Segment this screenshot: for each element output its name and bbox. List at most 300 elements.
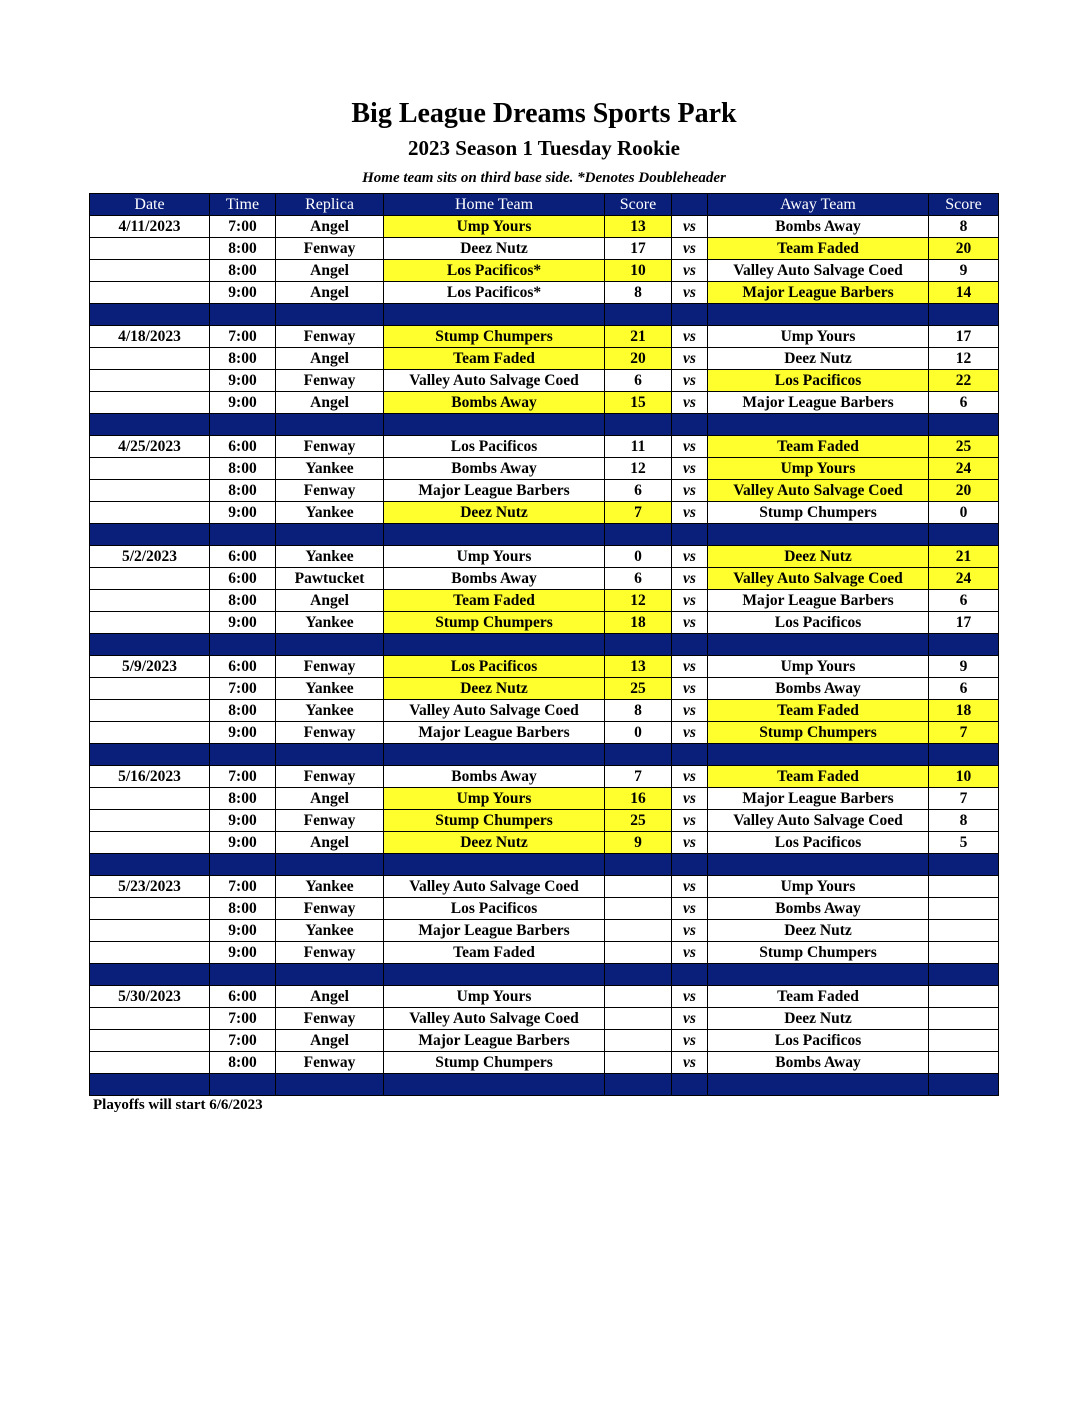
separator-cell bbox=[90, 304, 210, 326]
game-row bbox=[90, 876, 999, 898]
home-team: Los Pacificos bbox=[384, 656, 605, 678]
game-field: Fenway bbox=[276, 1008, 384, 1030]
separator-cell bbox=[276, 414, 384, 436]
game-field: Yankee bbox=[276, 876, 384, 898]
home-score: 0 bbox=[605, 546, 672, 568]
game-row bbox=[90, 678, 999, 700]
away-team: Team Faded bbox=[708, 986, 929, 1008]
separator-cell bbox=[210, 304, 276, 326]
vs-label: vs bbox=[672, 260, 708, 282]
game-row bbox=[90, 348, 999, 370]
away-score: 9 bbox=[929, 656, 999, 678]
week-separator-row bbox=[90, 854, 999, 876]
home-team: Deez Nutz bbox=[384, 238, 605, 260]
game-row bbox=[90, 920, 999, 942]
game-field: Fenway bbox=[276, 722, 384, 744]
game-date bbox=[90, 612, 210, 634]
home-team: Bombs Away bbox=[384, 568, 605, 590]
away-score: 20 bbox=[929, 238, 999, 260]
away-team: Valley Auto Salvage Coed bbox=[708, 810, 929, 832]
game-row bbox=[90, 326, 999, 348]
away-team: Bombs Away bbox=[708, 1052, 929, 1074]
vs-label: vs bbox=[672, 1052, 708, 1074]
vs-label: vs bbox=[672, 392, 708, 414]
home-score: 13 bbox=[605, 656, 672, 678]
vs-label: vs bbox=[672, 546, 708, 568]
game-field: Angel bbox=[276, 348, 384, 370]
separator-cell bbox=[708, 524, 929, 546]
game-date bbox=[90, 898, 210, 920]
game-row bbox=[90, 788, 999, 810]
away-score: 7 bbox=[929, 722, 999, 744]
home-team: Team Faded bbox=[384, 942, 605, 964]
home-score: 6 bbox=[605, 370, 672, 392]
week-separator-row bbox=[90, 744, 999, 766]
away-score: 8 bbox=[929, 216, 999, 238]
home-score: 12 bbox=[605, 590, 672, 612]
vs-label: vs bbox=[672, 722, 708, 744]
home-score bbox=[605, 1008, 672, 1030]
away-score bbox=[929, 920, 999, 942]
vs-label: vs bbox=[672, 678, 708, 700]
separator-cell bbox=[210, 524, 276, 546]
home-team: Valley Auto Salvage Coed bbox=[384, 700, 605, 722]
separator-cell bbox=[929, 634, 999, 656]
away-score: 17 bbox=[929, 612, 999, 634]
game-date: 5/9/2023 bbox=[90, 656, 210, 678]
game-row bbox=[90, 370, 999, 392]
col-vs-header bbox=[672, 194, 708, 216]
away-team: Team Faded bbox=[708, 766, 929, 788]
separator-cell bbox=[90, 524, 210, 546]
game-time: 9:00 bbox=[210, 920, 276, 942]
home-score: 8 bbox=[605, 700, 672, 722]
game-row bbox=[90, 700, 999, 722]
separator-cell bbox=[929, 1074, 999, 1096]
away-score: 6 bbox=[929, 678, 999, 700]
game-time: 9:00 bbox=[210, 722, 276, 744]
separator-cell bbox=[384, 524, 605, 546]
game-time: 8:00 bbox=[210, 898, 276, 920]
game-date: 5/16/2023 bbox=[90, 766, 210, 788]
away-score: 25 bbox=[929, 436, 999, 458]
away-score: 7 bbox=[929, 788, 999, 810]
home-team: Ump Yours bbox=[384, 986, 605, 1008]
week-separator-row bbox=[90, 414, 999, 436]
away-team: Los Pacificos bbox=[708, 370, 929, 392]
separator-cell bbox=[90, 1074, 210, 1096]
away-score: 12 bbox=[929, 348, 999, 370]
col-home-score-header: Score bbox=[605, 194, 672, 216]
away-score: 21 bbox=[929, 546, 999, 568]
home-team: Deez Nutz bbox=[384, 832, 605, 854]
game-row bbox=[90, 1008, 999, 1030]
away-score: 8 bbox=[929, 810, 999, 832]
game-field: Angel bbox=[276, 282, 384, 304]
separator-cell bbox=[276, 524, 384, 546]
home-score: 21 bbox=[605, 326, 672, 348]
schedule-table bbox=[89, 193, 999, 1096]
away-score: 6 bbox=[929, 590, 999, 612]
vs-label: vs bbox=[672, 612, 708, 634]
vs-label: vs bbox=[672, 942, 708, 964]
col-replica-header: Replica bbox=[276, 194, 384, 216]
game-date bbox=[90, 260, 210, 282]
separator-cell bbox=[605, 634, 672, 656]
game-time: 8:00 bbox=[210, 238, 276, 260]
home-score: 9 bbox=[605, 832, 672, 854]
separator-cell bbox=[929, 524, 999, 546]
separator-cell bbox=[672, 744, 708, 766]
game-date bbox=[90, 788, 210, 810]
separator-cell bbox=[708, 304, 929, 326]
away-team: Major League Barbers bbox=[708, 788, 929, 810]
separator-cell bbox=[929, 964, 999, 986]
game-time: 6:00 bbox=[210, 546, 276, 568]
game-row bbox=[90, 260, 999, 282]
game-date bbox=[90, 832, 210, 854]
away-score: 14 bbox=[929, 282, 999, 304]
game-date: 5/30/2023 bbox=[90, 986, 210, 1008]
separator-cell bbox=[605, 304, 672, 326]
away-team: Bombs Away bbox=[708, 898, 929, 920]
game-time: 9:00 bbox=[210, 502, 276, 524]
game-field: Yankee bbox=[276, 612, 384, 634]
vs-label: vs bbox=[672, 282, 708, 304]
game-field: Fenway bbox=[276, 326, 384, 348]
game-row bbox=[90, 766, 999, 788]
separator-cell bbox=[276, 304, 384, 326]
away-team: Stump Chumpers bbox=[708, 942, 929, 964]
vs-label: vs bbox=[672, 700, 708, 722]
home-score: 12 bbox=[605, 458, 672, 480]
vs-label: vs bbox=[672, 348, 708, 370]
home-team: Los Pacificos bbox=[384, 898, 605, 920]
game-field: Fenway bbox=[276, 370, 384, 392]
away-score: 6 bbox=[929, 392, 999, 414]
game-row bbox=[90, 436, 999, 458]
game-date bbox=[90, 370, 210, 392]
away-score: 20 bbox=[929, 480, 999, 502]
away-score: 10 bbox=[929, 766, 999, 788]
home-team: Team Faded bbox=[384, 590, 605, 612]
away-score: 0 bbox=[929, 502, 999, 524]
vs-label: vs bbox=[672, 238, 708, 260]
week-separator-row bbox=[90, 304, 999, 326]
game-field: Angel bbox=[276, 986, 384, 1008]
game-row bbox=[90, 898, 999, 920]
away-team: Team Faded bbox=[708, 436, 929, 458]
game-field: Yankee bbox=[276, 546, 384, 568]
home-team: Los Pacificos* bbox=[384, 260, 605, 282]
home-score: 8 bbox=[605, 282, 672, 304]
game-date bbox=[90, 700, 210, 722]
week-separator-row bbox=[90, 964, 999, 986]
separator-cell bbox=[276, 854, 384, 876]
game-field: Fenway bbox=[276, 656, 384, 678]
home-score: 10 bbox=[605, 260, 672, 282]
separator-cell bbox=[210, 1074, 276, 1096]
separator-cell bbox=[90, 854, 210, 876]
game-date bbox=[90, 942, 210, 964]
home-score: 0 bbox=[605, 722, 672, 744]
game-date bbox=[90, 722, 210, 744]
separator-cell bbox=[708, 964, 929, 986]
home-team: Ump Yours bbox=[384, 546, 605, 568]
away-score bbox=[929, 942, 999, 964]
game-field: Angel bbox=[276, 392, 384, 414]
separator-cell bbox=[708, 854, 929, 876]
page-subtitle: 2023 Season 1 Tuesday Rookie bbox=[408, 136, 680, 160]
game-row bbox=[90, 392, 999, 414]
away-team: Deez Nutz bbox=[708, 348, 929, 370]
home-team: Ump Yours bbox=[384, 216, 605, 238]
week-separator-row bbox=[90, 1074, 999, 1096]
away-team: Valley Auto Salvage Coed bbox=[708, 260, 929, 282]
game-time: 6:00 bbox=[210, 986, 276, 1008]
game-row bbox=[90, 1030, 999, 1052]
home-score bbox=[605, 1030, 672, 1052]
game-date bbox=[90, 348, 210, 370]
game-date bbox=[90, 920, 210, 942]
game-date bbox=[90, 458, 210, 480]
home-team: Bombs Away bbox=[384, 458, 605, 480]
away-team: Major League Barbers bbox=[708, 590, 929, 612]
away-team: Bombs Away bbox=[708, 678, 929, 700]
away-team: Ump Yours bbox=[708, 326, 929, 348]
separator-cell bbox=[605, 524, 672, 546]
game-row bbox=[90, 282, 999, 304]
home-score: 6 bbox=[605, 480, 672, 502]
separator-cell bbox=[708, 634, 929, 656]
game-date: 4/25/2023 bbox=[90, 436, 210, 458]
home-team: Stump Chumpers bbox=[384, 1052, 605, 1074]
vs-label: vs bbox=[672, 1008, 708, 1030]
home-score: 13 bbox=[605, 216, 672, 238]
home-score: 17 bbox=[605, 238, 672, 260]
game-row bbox=[90, 1052, 999, 1074]
away-team: Team Faded bbox=[708, 700, 929, 722]
game-field: Yankee bbox=[276, 700, 384, 722]
game-row bbox=[90, 612, 999, 634]
vs-label: vs bbox=[672, 370, 708, 392]
game-row bbox=[90, 810, 999, 832]
home-team: Valley Auto Salvage Coed bbox=[384, 370, 605, 392]
game-time: 7:00 bbox=[210, 326, 276, 348]
game-date bbox=[90, 810, 210, 832]
vs-label: vs bbox=[672, 876, 708, 898]
vs-label: vs bbox=[672, 326, 708, 348]
home-team: Valley Auto Salvage Coed bbox=[384, 876, 605, 898]
game-date bbox=[90, 1008, 210, 1030]
game-date bbox=[90, 282, 210, 304]
away-score: 24 bbox=[929, 458, 999, 480]
game-date bbox=[90, 590, 210, 612]
vs-label: vs bbox=[672, 986, 708, 1008]
game-row bbox=[90, 546, 999, 568]
home-score bbox=[605, 942, 672, 964]
game-time: 9:00 bbox=[210, 832, 276, 854]
separator-cell bbox=[276, 964, 384, 986]
home-score bbox=[605, 1052, 672, 1074]
vs-label: vs bbox=[672, 898, 708, 920]
game-time: 7:00 bbox=[210, 766, 276, 788]
separator-cell bbox=[672, 414, 708, 436]
home-score bbox=[605, 898, 672, 920]
away-team: Major League Barbers bbox=[708, 282, 929, 304]
separator-cell bbox=[276, 744, 384, 766]
away-score bbox=[929, 1052, 999, 1074]
home-team: Deez Nutz bbox=[384, 502, 605, 524]
game-field: Fenway bbox=[276, 766, 384, 788]
game-field: Angel bbox=[276, 832, 384, 854]
away-score bbox=[929, 1030, 999, 1052]
vs-label: vs bbox=[672, 436, 708, 458]
game-time: 9:00 bbox=[210, 942, 276, 964]
game-field: Fenway bbox=[276, 1052, 384, 1074]
away-team: Team Faded bbox=[708, 238, 929, 260]
home-team: Deez Nutz bbox=[384, 678, 605, 700]
home-score: 15 bbox=[605, 392, 672, 414]
home-team: Los Pacificos* bbox=[384, 282, 605, 304]
away-score bbox=[929, 986, 999, 1008]
vs-label: vs bbox=[672, 480, 708, 502]
home-team: Stump Chumpers bbox=[384, 326, 605, 348]
game-date bbox=[90, 1052, 210, 1074]
game-time: 9:00 bbox=[210, 370, 276, 392]
home-team: Stump Chumpers bbox=[384, 810, 605, 832]
game-row bbox=[90, 656, 999, 678]
header-row bbox=[90, 194, 999, 216]
vs-label: vs bbox=[672, 832, 708, 854]
game-row bbox=[90, 238, 999, 260]
separator-cell bbox=[384, 744, 605, 766]
week-separator-row bbox=[90, 524, 999, 546]
vs-label: vs bbox=[672, 568, 708, 590]
home-score bbox=[605, 986, 672, 1008]
away-team: Deez Nutz bbox=[708, 1008, 929, 1030]
home-score: 11 bbox=[605, 436, 672, 458]
home-team: Ump Yours bbox=[384, 788, 605, 810]
game-row bbox=[90, 502, 999, 524]
page-title: Big League Dreams Sports Park bbox=[351, 98, 737, 129]
game-date: 4/18/2023 bbox=[90, 326, 210, 348]
game-field: Fenway bbox=[276, 898, 384, 920]
game-row bbox=[90, 568, 999, 590]
away-team: Los Pacificos bbox=[708, 1030, 929, 1052]
vs-label: vs bbox=[672, 656, 708, 678]
game-row bbox=[90, 986, 999, 1008]
game-date bbox=[90, 238, 210, 260]
game-date: 5/23/2023 bbox=[90, 876, 210, 898]
separator-cell bbox=[210, 634, 276, 656]
home-score bbox=[605, 876, 672, 898]
away-team: Ump Yours bbox=[708, 656, 929, 678]
game-field: Yankee bbox=[276, 920, 384, 942]
game-date bbox=[90, 392, 210, 414]
separator-cell bbox=[672, 964, 708, 986]
game-time: 8:00 bbox=[210, 480, 276, 502]
home-score: 7 bbox=[605, 766, 672, 788]
week-separator-row bbox=[90, 634, 999, 656]
playoffs-note: Playoffs will start 6/6/2023 bbox=[93, 1097, 263, 1113]
game-field: Yankee bbox=[276, 458, 384, 480]
game-field: Fenway bbox=[276, 810, 384, 832]
home-team: Major League Barbers bbox=[384, 1030, 605, 1052]
away-score: 5 bbox=[929, 832, 999, 854]
home-team: Major League Barbers bbox=[384, 920, 605, 942]
separator-cell bbox=[672, 524, 708, 546]
game-date: 4/11/2023 bbox=[90, 216, 210, 238]
away-team: Ump Yours bbox=[708, 876, 929, 898]
game-field: Angel bbox=[276, 1030, 384, 1052]
away-score: 17 bbox=[929, 326, 999, 348]
game-field: Pawtucket bbox=[276, 568, 384, 590]
game-time: 6:00 bbox=[210, 436, 276, 458]
vs-label: vs bbox=[672, 458, 708, 480]
separator-cell bbox=[929, 414, 999, 436]
separator-cell bbox=[672, 634, 708, 656]
game-time: 8:00 bbox=[210, 590, 276, 612]
vs-label: vs bbox=[672, 810, 708, 832]
away-team: Major League Barbers bbox=[708, 392, 929, 414]
away-team: Bombs Away bbox=[708, 216, 929, 238]
vs-label: vs bbox=[672, 920, 708, 942]
vs-label: vs bbox=[672, 502, 708, 524]
separator-cell bbox=[276, 1074, 384, 1096]
away-score bbox=[929, 876, 999, 898]
vs-label: vs bbox=[672, 216, 708, 238]
game-time: 9:00 bbox=[210, 810, 276, 832]
game-row bbox=[90, 942, 999, 964]
home-team: Team Faded bbox=[384, 348, 605, 370]
separator-cell bbox=[210, 744, 276, 766]
home-team: Major League Barbers bbox=[384, 722, 605, 744]
game-time: 8:00 bbox=[210, 1052, 276, 1074]
home-team: Los Pacificos bbox=[384, 436, 605, 458]
game-row bbox=[90, 480, 999, 502]
col-away-team-header: Away Team bbox=[708, 194, 929, 216]
separator-cell bbox=[384, 634, 605, 656]
game-time: 9:00 bbox=[210, 392, 276, 414]
home-team: Bombs Away bbox=[384, 766, 605, 788]
col-time-header: Time bbox=[210, 194, 276, 216]
separator-cell bbox=[384, 854, 605, 876]
away-score: 22 bbox=[929, 370, 999, 392]
away-score bbox=[929, 898, 999, 920]
separator-cell bbox=[605, 964, 672, 986]
separator-cell bbox=[384, 964, 605, 986]
away-score: 9 bbox=[929, 260, 999, 282]
home-score: 6 bbox=[605, 568, 672, 590]
home-score: 7 bbox=[605, 502, 672, 524]
game-date bbox=[90, 480, 210, 502]
away-team: Deez Nutz bbox=[708, 920, 929, 942]
separator-cell bbox=[384, 304, 605, 326]
separator-cell bbox=[708, 414, 929, 436]
game-field: Yankee bbox=[276, 502, 384, 524]
away-team: Ump Yours bbox=[708, 458, 929, 480]
away-team: Stump Chumpers bbox=[708, 722, 929, 744]
home-team: Stump Chumpers bbox=[384, 612, 605, 634]
separator-cell bbox=[210, 964, 276, 986]
game-field: Fenway bbox=[276, 942, 384, 964]
separator-cell bbox=[929, 304, 999, 326]
game-field: Fenway bbox=[276, 238, 384, 260]
game-field: Angel bbox=[276, 216, 384, 238]
away-score bbox=[929, 1008, 999, 1030]
away-team: Los Pacificos bbox=[708, 612, 929, 634]
